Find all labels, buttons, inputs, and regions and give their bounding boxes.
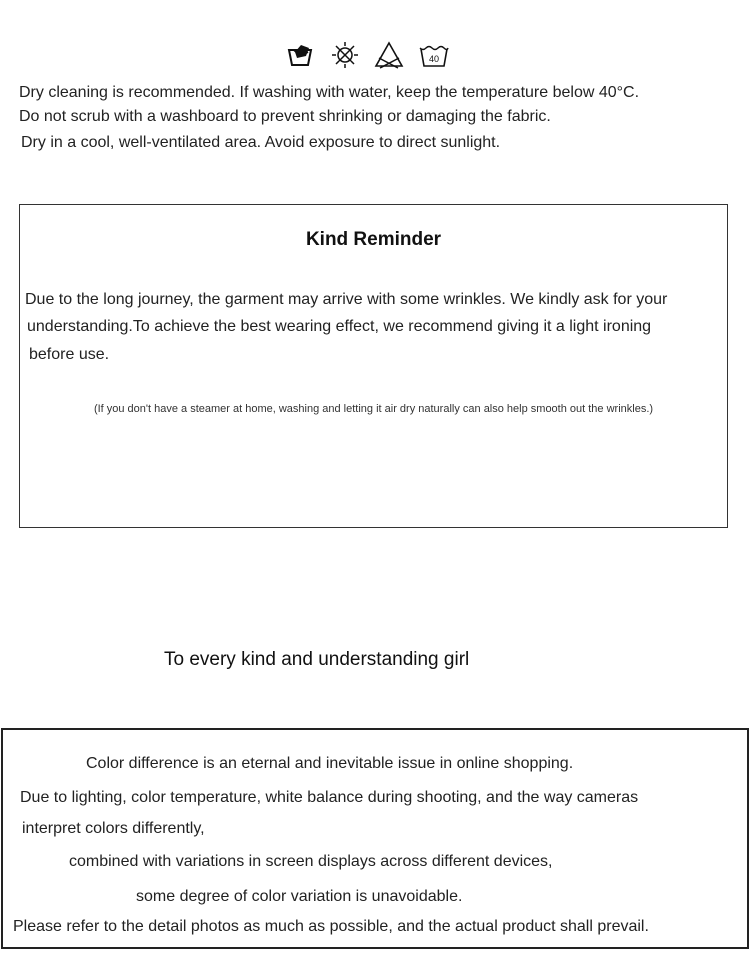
- color-line-4: combined with variations in screen displays across different devices,: [69, 853, 553, 870]
- care-line-3: Dry in a cool, well-ventilated area. Avoid exposure to direct sunlight.: [21, 134, 501, 151]
- care-line-2: Do not scrub with a washboard to prevent shrinking or damaging the fabric.: [19, 108, 551, 125]
- wash-temp-label: 40: [428, 54, 440, 64]
- reminder-line-2: understanding.To achieve the best wearing effect, we recommend giving it a light ironing: [27, 318, 652, 335]
- color-line-5: some degree of color variation is unavoidable.: [136, 888, 463, 905]
- iron-icon: [286, 40, 316, 70]
- reminder-line-3: before use.: [29, 346, 110, 363]
- kind-reminder-box: [19, 204, 728, 528]
- color-line-3: interpret colors differently,: [22, 820, 205, 837]
- reminder-line-1: Due to the long journey, the garment may arrive with some wrinkles. We kindly ask for your: [25, 291, 668, 308]
- color-line-1: Color difference is an eternal and inevitable issue in online shopping.: [86, 755, 574, 772]
- reminder-title: Kind Reminder: [305, 229, 442, 250]
- no-bleach-icon: [374, 40, 404, 70]
- reminder-note: (If you don't have a steamer at home, washing and letting it air dry naturally can also help smooth out the wrinkles.): [93, 403, 654, 415]
- color-line-2: Due to lighting, color temperature, white balance during shooting, and the way cameras: [20, 789, 639, 806]
- no-tumble-dry-icon: [330, 40, 360, 70]
- dedication-text: To every kind and understanding girl: [164, 649, 470, 670]
- color-line-6: Please refer to the detail photos as much as possible, and the actual product shall prevail.: [13, 918, 649, 935]
- wash-40-icon: [418, 40, 450, 70]
- color-difference-box: [1, 728, 749, 949]
- care-symbols: [286, 40, 450, 70]
- care-line-1: Dry cleaning is recommended. If washing with water, keep the temperature below 40°C.: [19, 84, 640, 101]
